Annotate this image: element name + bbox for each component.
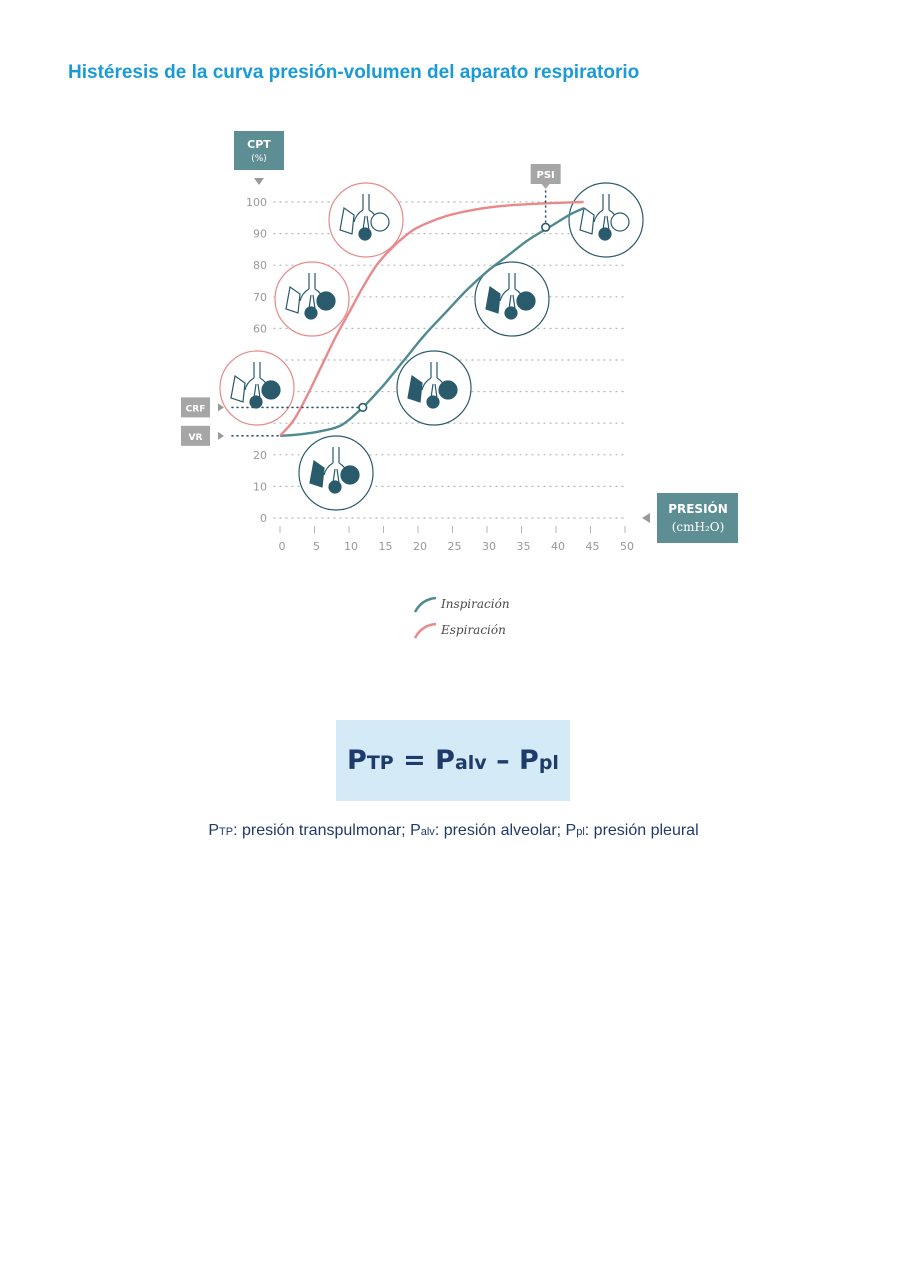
alveoli-icon-espiracion-low	[220, 351, 294, 425]
legend-label-inspiracion: Inspiración	[441, 597, 510, 611]
marker-label-vr: VR	[188, 432, 203, 443]
x-tick-label: 15	[378, 540, 393, 553]
alveoli-icon-espiracion-high	[329, 183, 403, 257]
y-tick-label: 90	[253, 227, 267, 241]
y-tick-label: 0	[260, 512, 267, 525]
formula-box: PTP = Palv – Ppl	[336, 720, 570, 801]
x-axis-ticks	[279, 526, 635, 553]
y-tick-label: 100	[246, 196, 267, 209]
x-tick-label: 35	[516, 540, 531, 553]
legend-label-espiracion: Espiración	[441, 623, 506, 637]
marker-vr	[181, 426, 280, 446]
y-axis-label-box	[234, 131, 284, 185]
legend-swatch-espiracion	[415, 624, 436, 638]
legend-swatch-inspiracion	[415, 598, 436, 612]
alveoli-illustrations	[220, 183, 643, 510]
y-tick-label: 20	[253, 448, 267, 462]
x-axis-unit: (cmH₂O)	[671, 520, 725, 534]
alveoli-icon-espiracion-mid	[275, 262, 349, 336]
x-tick-label: 5	[313, 540, 320, 553]
x-tick-label: 10	[344, 540, 358, 553]
y-axis-unit: (%)	[251, 154, 267, 164]
x-tick-label: 25	[447, 540, 462, 553]
x-axis-label: PRESIÓN	[668, 502, 728, 516]
x-tick-label: 30	[482, 540, 496, 553]
x-tick-label: 45	[585, 540, 600, 553]
x-tick-label: 50	[620, 540, 634, 553]
x-tick-label: 0	[278, 540, 286, 553]
y-tick-label: 10	[253, 480, 267, 494]
alveoli-icon-vr	[299, 436, 373, 510]
page-title: Histéresis de la curva presión-volumen del aparato respiratorio	[68, 62, 640, 83]
y-tick-label: 60	[253, 322, 267, 336]
marker-point-crf	[359, 404, 367, 412]
x-tick-label: 20	[413, 540, 427, 553]
y-tick-label: 70	[253, 290, 267, 304]
marker-point-psi	[542, 223, 550, 231]
pressure-volume-chart	[0, 110, 907, 670]
x-tick-label: 40	[551, 540, 565, 553]
alveoli-icon-inspiracion-high	[569, 183, 643, 257]
alveoli-icon-inspiracion-low	[397, 351, 471, 425]
x-axis-label-box	[642, 493, 738, 543]
y-tick-label: 80	[253, 259, 267, 273]
legend	[415, 597, 510, 638]
marker-label-crf: CRF	[185, 404, 206, 415]
marker-psi	[531, 164, 561, 231]
formula-caption: PTP: presión transpulmonar; Palv: presión alveolar; Ppl: presión pleural	[208, 822, 699, 839]
marker-label-psi: PSI	[536, 170, 555, 181]
y-axis-label: CPT	[247, 138, 271, 151]
